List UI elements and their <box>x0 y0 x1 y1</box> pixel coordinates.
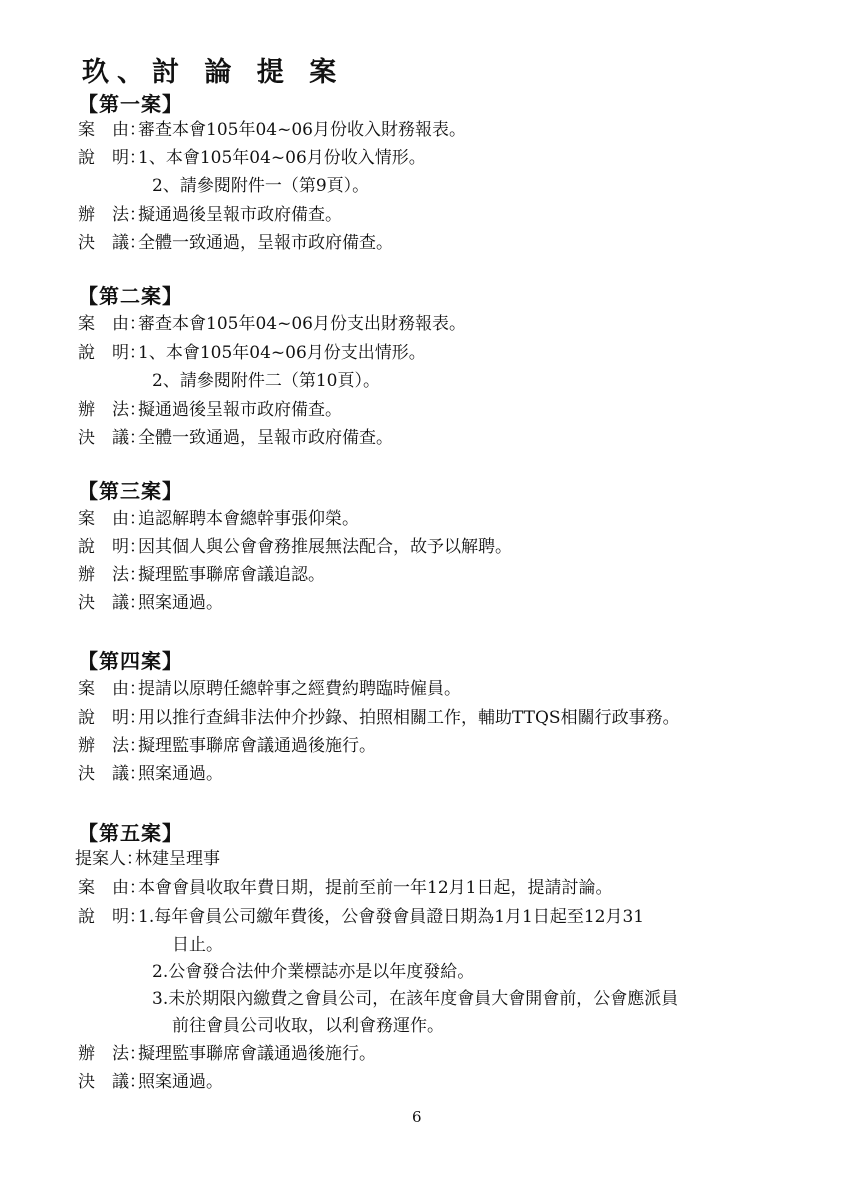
method-label: 辦 法： <box>78 1044 146 1064</box>
explain-item: 3.未於期限內繳費之會員公司，在該年度會員大會開會前，公會應派員 <box>152 989 679 1009</box>
reason-label: 案 由： <box>78 878 146 898</box>
proposer-label: 提案人： <box>75 849 143 869</box>
explain-item: 1.每年會員公司繳年費後，公會發會員證日期為1月1日起至12月31 <box>138 907 645 927</box>
explain-item: 2、請參閱附件一（第9頁）。 <box>152 176 370 196</box>
resolution-text: 全體一致通過，呈報市政府備查。 <box>138 233 393 253</box>
reason-label: 案 由： <box>78 509 146 529</box>
resolution-text: 照案通過。 <box>138 764 223 784</box>
case-5-resolution <box>78 1070 223 1094</box>
case-2-resolution <box>78 426 393 450</box>
explain-item: 1、本會105年04~06月份支出情形。 <box>138 343 426 363</box>
case-1-explain <box>78 146 426 170</box>
reason-label: 案 由： <box>78 679 146 699</box>
case-2-method <box>78 398 342 422</box>
method-label: 辦 法： <box>78 565 146 585</box>
reason-text: 本會會員收取年費日期，提前至前一年12月1日起，提請討論。 <box>138 878 613 898</box>
method-text: 擬通過後呈報市政府備查。 <box>138 400 342 420</box>
method-text: 擬理監事聯席會議追認。 <box>138 565 325 585</box>
explain-label: 說 明： <box>78 907 146 927</box>
case-4-method <box>78 734 376 758</box>
case-2-explain <box>78 341 426 365</box>
case-3-method <box>78 563 325 587</box>
explain-label: 說 明： <box>78 537 146 557</box>
resolution-label: 決 議： <box>78 233 146 253</box>
case-3-resolution <box>78 591 223 615</box>
explain-label: 說 明： <box>78 343 146 363</box>
explain-item: 1、本會105年04~06月份收入情形。 <box>138 148 426 168</box>
case-3-heading: 【第三案】 <box>78 479 183 503</box>
case-1-resolution <box>78 231 393 255</box>
case-4-explain <box>78 706 680 730</box>
method-text: 擬理監事聯席會議通過後施行。 <box>138 736 376 756</box>
proposer-text: 林建呈理事 <box>135 849 220 869</box>
case-2-reason <box>78 312 466 336</box>
explain-label: 說 明： <box>78 708 146 728</box>
reason-text: 提請以原聘任總幹事之經費約聘臨時僱員。 <box>138 679 461 699</box>
resolution-label: 決 議： <box>78 428 146 448</box>
method-text: 擬理監事聯席會議通過後施行。 <box>138 1044 376 1064</box>
case-5-method <box>78 1042 376 1066</box>
case-3-reason <box>78 507 359 531</box>
reason-text: 審查本會105年04~06月份支出財務報表。 <box>138 314 466 334</box>
case-1-heading: 【第一案】 <box>78 92 183 116</box>
section-title: 玖、討 論 提 案 <box>82 57 345 88</box>
page-number: 6 <box>412 1108 422 1126</box>
resolution-text: 照案通過。 <box>138 593 223 613</box>
reason-text: 審查本會105年04~06月份收入財務報表。 <box>138 120 466 140</box>
method-text: 擬通過後呈報市政府備查。 <box>138 205 342 225</box>
explain-item: 日止。 <box>172 935 223 955</box>
reason-label: 案 由： <box>78 120 146 140</box>
explain-item: 2.公會發合法仲介業標誌亦是以年度發給。 <box>152 962 475 982</box>
case-2-heading: 【第二案】 <box>78 284 183 308</box>
explain-item: 前往會員公司收取，以利會務運作。 <box>172 1016 444 1036</box>
case-1-reason <box>78 118 466 142</box>
explain-item: 用以推行查緝非法仲介抄錄、拍照相關工作，輔助TTQS相關行政事務。 <box>138 708 680 728</box>
explain-label: 說 明： <box>78 148 146 168</box>
case-3-explain <box>78 535 512 559</box>
reason-label: 案 由： <box>78 314 146 334</box>
case-5-heading: 【第五案】 <box>78 821 183 845</box>
explain-item: 2、請參閱附件二（第10頁）。 <box>152 371 380 391</box>
case-5-proposer <box>75 847 220 871</box>
resolution-text: 照案通過。 <box>138 1072 223 1092</box>
case-5-explain <box>78 905 644 929</box>
case-4-heading: 【第四案】 <box>78 649 183 673</box>
resolution-label: 決 議： <box>78 764 146 784</box>
method-label: 辦 法： <box>78 400 146 420</box>
case-4-reason <box>78 677 461 701</box>
resolution-text: 全體一致通過，呈報市政府備查。 <box>138 428 393 448</box>
reason-text: 追認解聘本會總幹事張仰榮。 <box>138 509 359 529</box>
case-1-method <box>78 203 342 227</box>
method-label: 辦 法： <box>78 205 146 225</box>
resolution-label: 決 議： <box>78 1072 146 1092</box>
explain-item: 因其個人與公會會務推展無法配合，故予以解聘。 <box>138 537 512 557</box>
case-4-resolution <box>78 762 223 786</box>
method-label: 辦 法： <box>78 736 146 756</box>
case-5-reason <box>78 876 612 900</box>
resolution-label: 決 議： <box>78 593 146 613</box>
